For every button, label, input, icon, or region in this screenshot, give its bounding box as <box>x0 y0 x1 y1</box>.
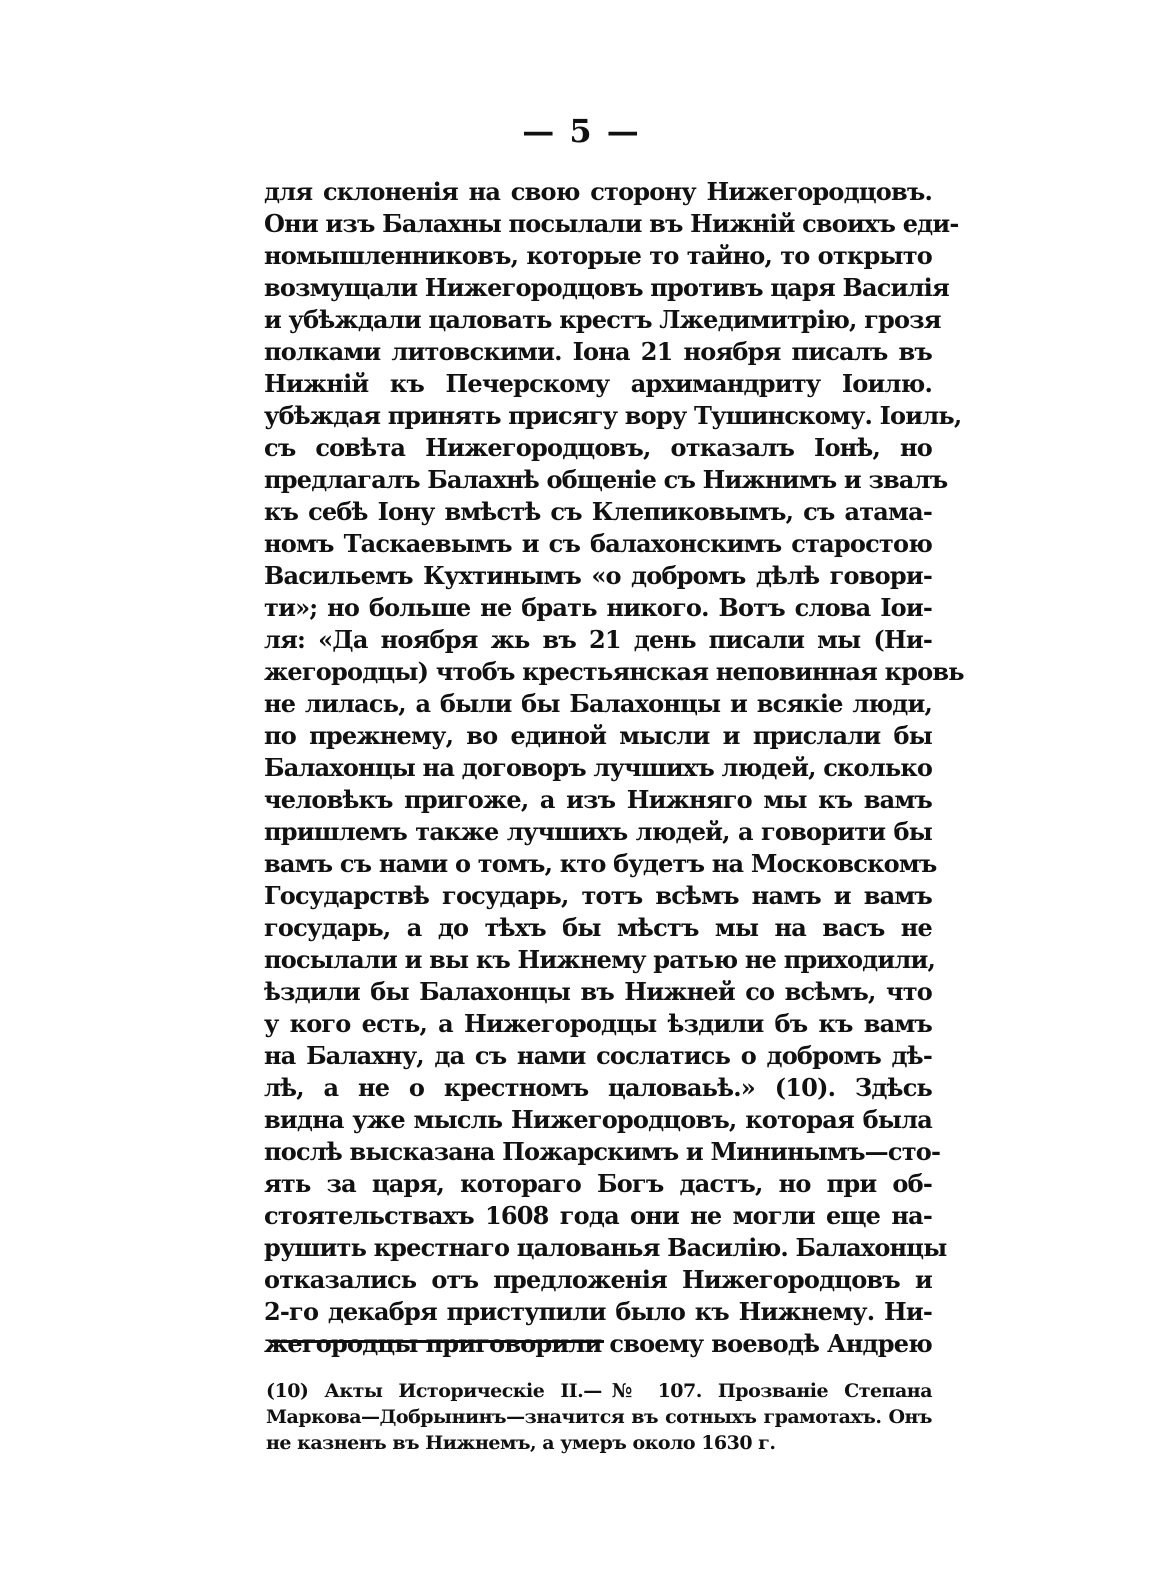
text-line: лѣ, а не о крестномъ цаловаьѣ.» (10). Здѣсь <box>264 1073 932 1102</box>
footnote <box>266 1378 932 1456</box>
text-line: жегородцы) чтобъ крестьянская неповинная кровь <box>264 657 964 686</box>
text-line: человѣкъ пригоже, а изъ Нижняго мы къ вамъ <box>264 785 932 814</box>
footnote-line: (10) Акты Историческіе II.—№ 107. Прозваніе Степана <box>266 1380 932 1402</box>
text-line: у кого есть, а Нижегородцы ѣздили бъ къ вамъ <box>264 1009 932 1038</box>
text-line: ти»; но больше не брать никого. Вотъ слова Іои- <box>264 593 932 622</box>
text-line: видна уже мысль Нижегородцовъ, которая была <box>264 1105 932 1134</box>
footnote-line: не казненъ въ Нижнемъ, а умеръ около 1630 г. <box>266 1432 776 1454</box>
text-line: предлагалъ Балахнѣ общеніе съ Нижнимъ и звалъ <box>264 465 948 494</box>
text-line: отказались отъ предложенія Нижегородцовъ и <box>264 1265 932 1294</box>
text-line: 2-го декабря приступили было къ Нижнему. Ни- <box>264 1297 932 1326</box>
text-line: государь, а до тѣхъ бы мѣстъ мы на васъ не <box>264 913 932 942</box>
text-line: не лилась, а были бы Балахонцы и всякіе люди, <box>264 689 932 718</box>
footnote-divider <box>270 1340 604 1343</box>
text-line: стоятельствахъ 1608 года они не могли еще на- <box>264 1201 932 1230</box>
text-line: Нижній къ Печерскому архимандриту Іоилю. <box>264 369 932 398</box>
footnote-line: Маркова—Добрынинъ—значится въ сотныхъ грамотахъ. Онъ <box>266 1406 932 1428</box>
text-line: номышленниковъ, которые то тайно, то открыто <box>264 241 932 270</box>
text-line: ять за царя, котораго Богъ дастъ, но при об- <box>264 1169 932 1198</box>
text-line: номъ Таскаевымъ и съ балахонскимъ старостою <box>264 529 932 558</box>
text-line: жегородцы приговорили своему воеводѣ Андрею <box>264 1329 932 1358</box>
text-line: по прежнему, во единой мысли и прислали бы <box>264 721 932 750</box>
text-line: на Балахну, да съ нами сослатись о добромъ дѣ- <box>264 1041 932 1070</box>
page-number: — 5 — <box>522 112 641 150</box>
text-line: ля: «Да ноября жь въ 21 день писали мы (Ни- <box>264 625 932 654</box>
text-line: Они изъ Балахны посылали въ Нижній своихъ еди- <box>264 209 959 238</box>
text-line: посылали и вы къ Нижнему ратью не приходили, <box>264 945 936 974</box>
text-line: къ себѣ Іону вмѣстѣ съ Клепиковымъ, съ атама- <box>264 497 932 526</box>
text-line: Васильемъ Кухтинымъ «о добромъ дѣлѣ говори- <box>264 561 932 590</box>
text-line: убѣждая принять присягу вору Тушинскому. Іоиль, <box>264 401 962 430</box>
text-line: возмущали Нижегородцовъ противъ царя Василія <box>264 273 949 302</box>
text-line: рушить крестнаго цалованья Василію. Балахонцы <box>264 1233 947 1262</box>
text-line: съ совѣта Нижегородцовъ, отказалъ Іонѣ, но <box>264 433 932 462</box>
body-text <box>264 176 964 1360</box>
text-line: ѣздили бы Балахонцы въ Нижней со всѣмъ, что <box>264 977 932 1006</box>
text-line: и убѣждали цаловать крестъ Лжедимитрію, грозя <box>264 305 941 334</box>
text-line: для склоненія на свою сторону Нижегородцовъ. <box>264 177 932 206</box>
text-line: пришлемъ также лучшихъ людей, а говорити бы <box>264 817 932 846</box>
text-line: Балахонцы на договоръ лучшихъ людей, сколько <box>264 753 933 782</box>
text-line: Государствѣ государь, тотъ всѣмъ намъ и вамъ <box>264 881 932 910</box>
text-line: вамъ съ нами о томъ, кто будетъ на Московскомъ <box>264 849 937 878</box>
text-line: полками литовскими. Іона 21 ноября писалъ въ <box>264 337 932 366</box>
text-line: послѣ высказана Пожарскимъ и Мининымъ—сто- <box>264 1137 941 1166</box>
